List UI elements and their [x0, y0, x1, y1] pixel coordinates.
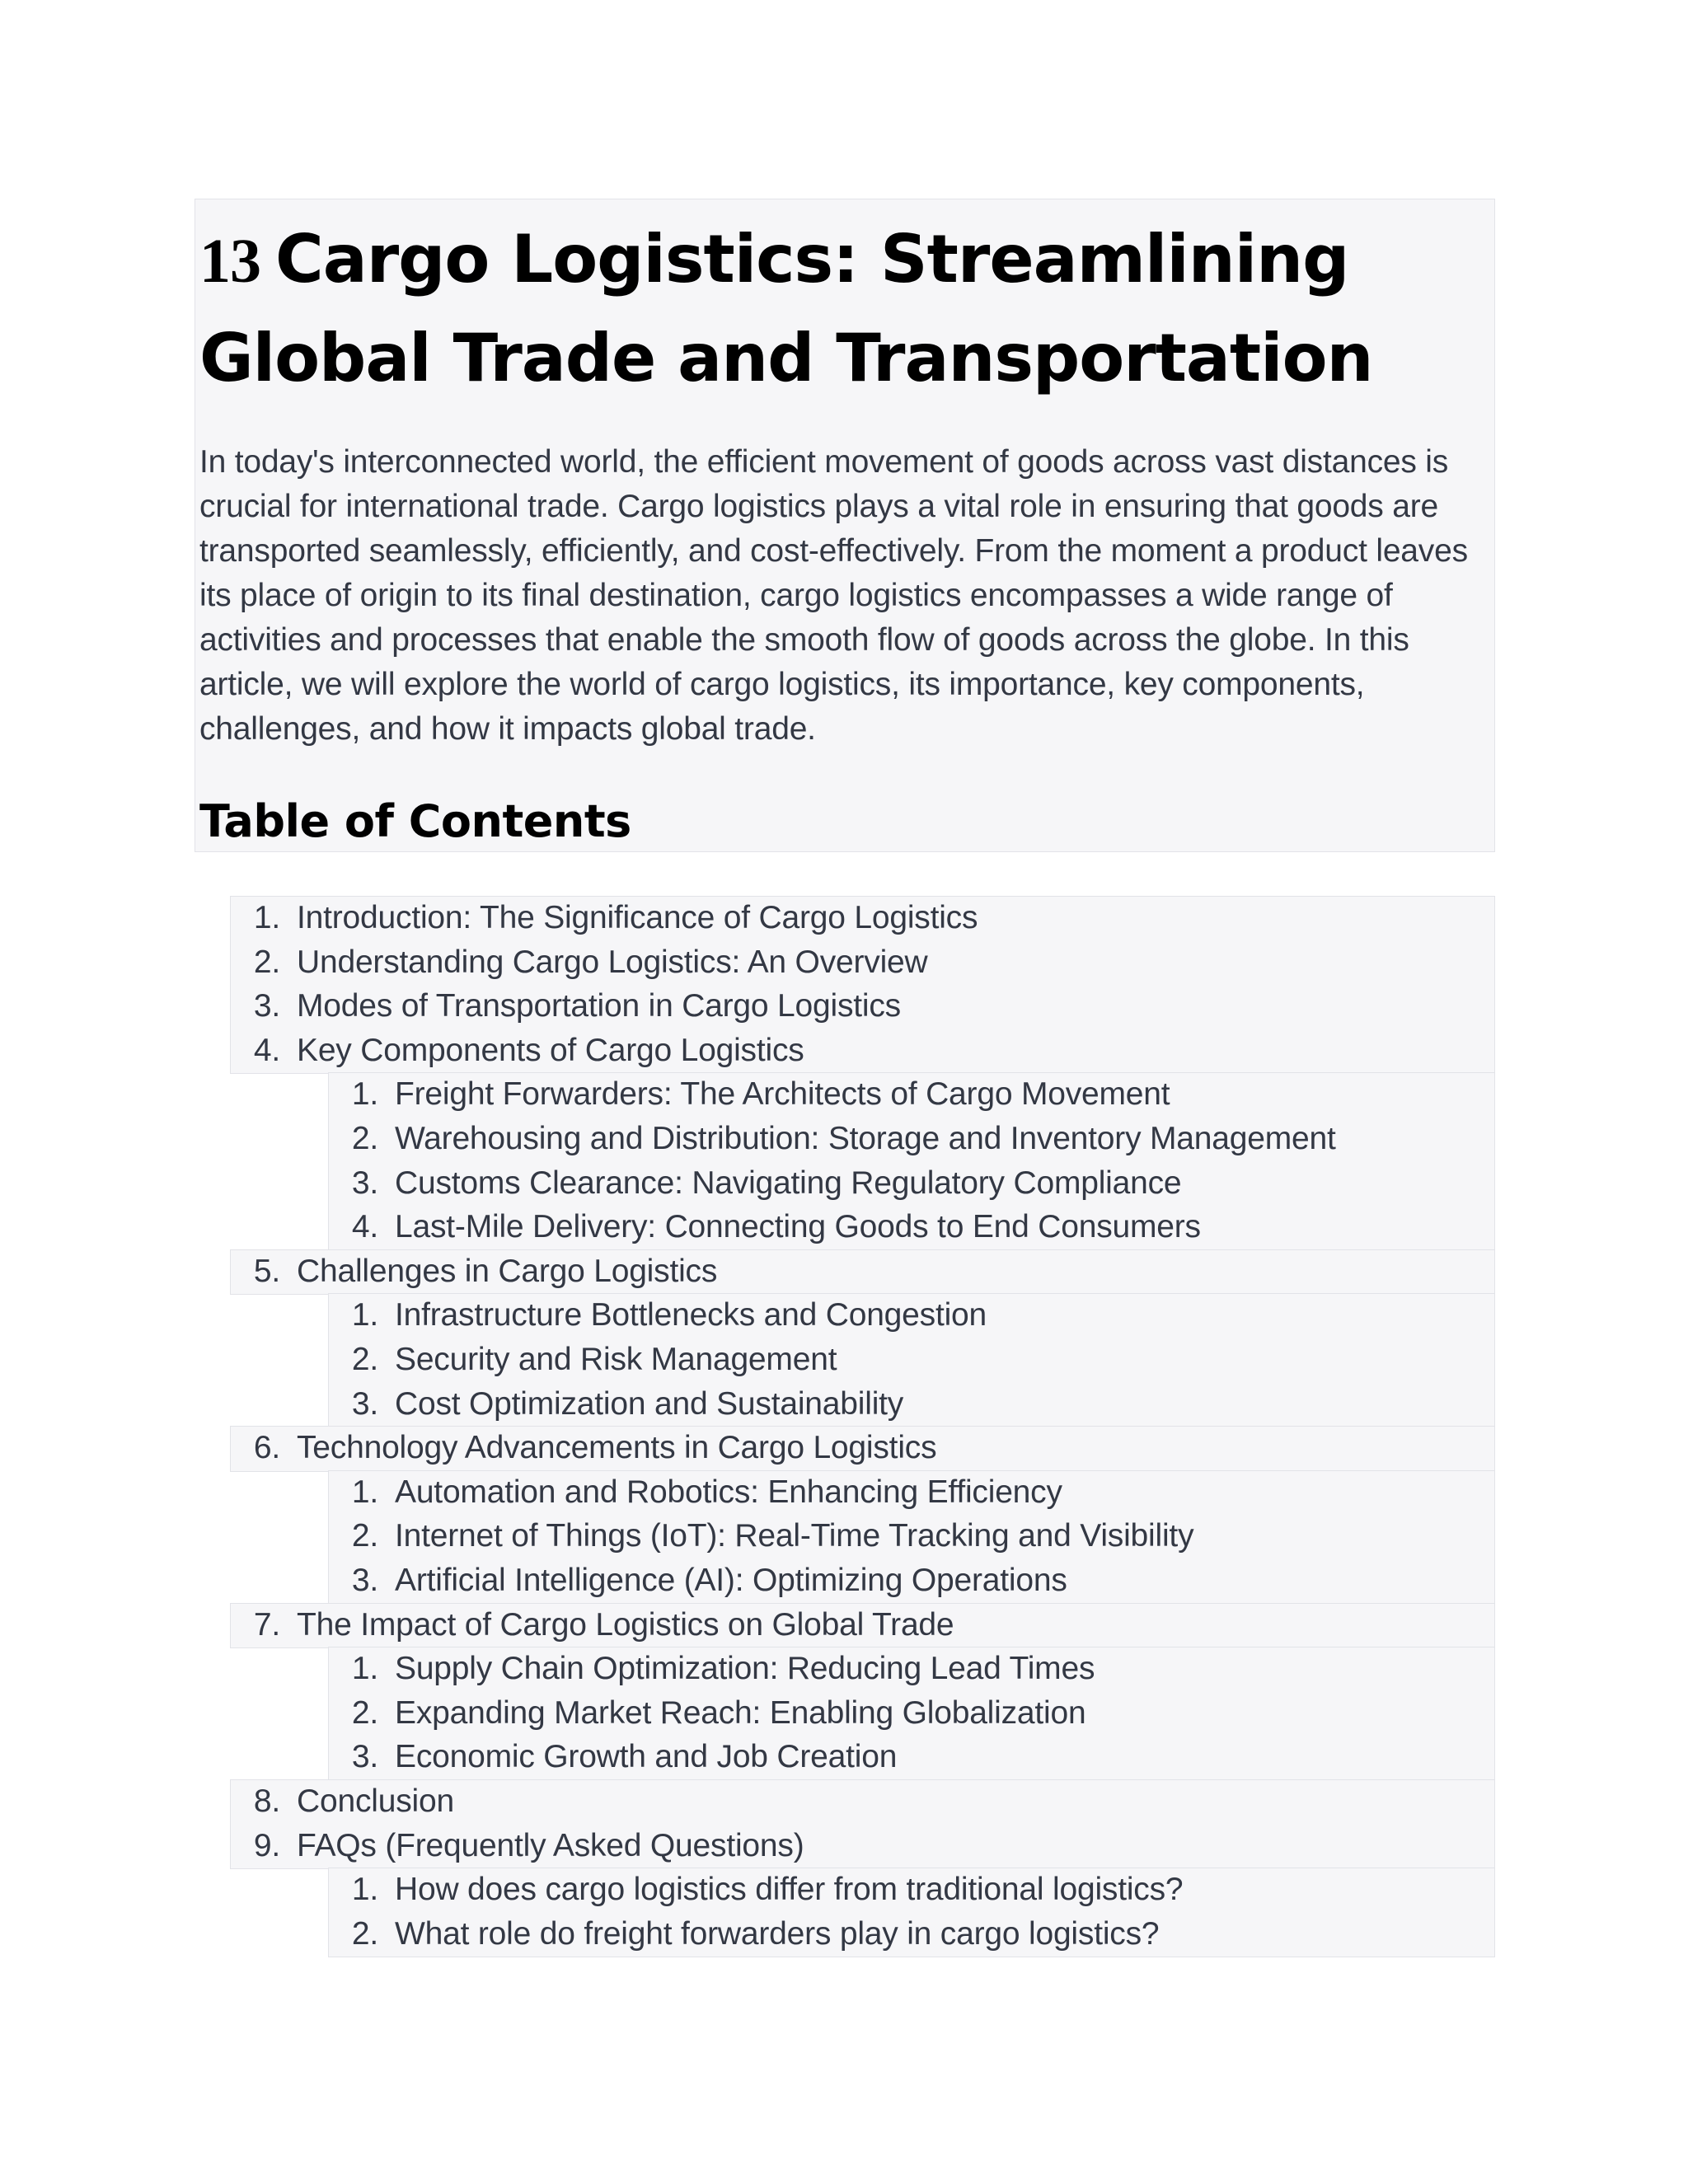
toc-item: [231, 940, 928, 985]
toc-item-number: 3.: [351, 1563, 378, 1598]
toc-item-label: What role do freight forwarders play in cargo logistics?: [395, 1915, 1160, 1952]
toc-item-label: Challenges in Cargo Logistics: [297, 1253, 718, 1289]
toc-subitem: [329, 1470, 1062, 1515]
toc-item-label: Artificial Intelligence (AI): Optimizing Operations: [395, 1563, 1067, 1598]
toc-item: [231, 984, 901, 1029]
toc-heading: Table of Contents: [199, 795, 631, 847]
toc-subitem: [329, 1558, 1067, 1603]
toc-subitem: [329, 1514, 1193, 1558]
toc-subitem: [329, 1338, 837, 1382]
toc-subitem: [329, 1912, 1159, 1957]
toc-subitem: [329, 1293, 987, 1338]
toc-subitem: [329, 1735, 897, 1779]
toc-item-label: Understanding Cargo Logistics: An Overview: [297, 944, 928, 980]
toc-item-label: Automation and Robotics: Enhancing Efficiency: [395, 1474, 1062, 1510]
toc-item: [231, 1029, 804, 1073]
toc-item-number: 1.: [253, 900, 280, 935]
toc-item: [231, 1824, 804, 1868]
toc-item-label: Infrastructure Bottlenecks and Congestion: [395, 1297, 987, 1333]
toc-item-number: 8.: [253, 1783, 280, 1819]
toc-item-label: Security and Risk Management: [395, 1342, 837, 1377]
toc-subitem: [329, 1205, 1201, 1249]
toc-item-label: FAQs (Frequently Asked Questions): [297, 1827, 804, 1863]
toc-subitem: [329, 1691, 1085, 1736]
toc-item-number: 1.: [351, 1076, 378, 1113]
toc-item-label: Economic Growth and Job Creation: [395, 1739, 898, 1775]
page-title: [199, 211, 1485, 407]
toc-item-number: 1.: [351, 1872, 378, 1908]
toc-item-label: Freight Forwarders: The Architects of Cargo Movement: [395, 1076, 1170, 1113]
toc-item: [231, 896, 978, 940]
toc-item-label: Supply Chain Optimization: Reducing Lead Times: [395, 1651, 1095, 1687]
toc-subitem: [329, 1117, 1336, 1161]
intro-paragraph: In today's interconnected world, the efficient movement of goods across vast distances is crucial for international trade. Cargo logistics plays a vital role in ensuring that goods are transported seamlessly, efficiently, and cost-effectively. From the moment a product leaves its place of origin to its final destination, cargo logistics encompasses a wide range of activities and processes that enable the smooth flow of goods across the globe. In this article, we will explore the world of cargo logistics, its importance, key components, challenges, and how it impacts global trade.: [199, 444, 1468, 747]
toc-item-label: The Impact of Cargo Logistics on Global Trade: [297, 1606, 954, 1643]
title-text: Cargo Logistics: Streamlining Global Trade and Transportation: [199, 221, 1373, 396]
toc-item-label: Last-Mile Delivery: Connecting Goods to End Consumers: [395, 1209, 1201, 1245]
toc-item-label: Internet of Things (IoT): Real-Time Tracking and Visibility: [395, 1518, 1194, 1554]
toc-subitem: [329, 1868, 1183, 1912]
toc-item-label: Key Components of Cargo Logistics: [297, 1032, 804, 1068]
toc-item-number: 1.: [351, 1297, 378, 1333]
toc-item: [231, 1779, 454, 1824]
toc-item-number: 6.: [253, 1430, 280, 1466]
toc-item-number: 3.: [351, 1165, 378, 1201]
toc-item-label: Cost Optimization and Sustainability: [395, 1385, 904, 1422]
toc-item-label: Warehousing and Distribution: Storage and Inventory Management: [395, 1121, 1336, 1156]
toc-subitem: [329, 1072, 1170, 1117]
toc-item-number: 1.: [351, 1651, 378, 1687]
toc-item-number: 2.: [351, 1518, 378, 1554]
toc-item-number: 3.: [351, 1739, 378, 1775]
toc-item-label: Conclusion: [297, 1783, 454, 1819]
toc-item-number: 9.: [253, 1827, 280, 1863]
toc-subitem: [329, 1161, 1181, 1206]
toc-item-number: 2.: [351, 1342, 378, 1377]
toc-item: [231, 1603, 954, 1647]
toc-item-number: 7.: [253, 1606, 280, 1643]
toc-item-label: Customs Clearance: Navigating Regulatory Compliance: [395, 1165, 1182, 1201]
toc-item-label: Modes of Transportation in Cargo Logistics: [297, 988, 901, 1024]
toc-item: [231, 1426, 936, 1470]
toc-item-number: 4.: [253, 1032, 280, 1068]
toc-item-number: 3.: [351, 1385, 378, 1422]
toc-subitem: [329, 1647, 1095, 1691]
toc-item-number: 4.: [351, 1209, 378, 1245]
toc-item-number: 3.: [253, 988, 280, 1024]
toc-item-label: Introduction: The Significance of Cargo Logistics: [297, 900, 978, 935]
title-number: 13: [199, 227, 260, 296]
toc-subitem: [329, 1382, 903, 1427]
toc-item-label: Expanding Market Reach: Enabling Globalization: [395, 1694, 1086, 1731]
toc-item-number: 1.: [351, 1474, 378, 1510]
toc-item: [231, 1249, 717, 1294]
toc-item-number: 2.: [351, 1121, 378, 1156]
toc-item-number: 2.: [351, 1694, 378, 1731]
toc-item-label: Technology Advancements in Cargo Logistics: [297, 1430, 937, 1466]
toc-item-number: 2.: [253, 944, 280, 980]
toc-item-number: 5.: [253, 1253, 280, 1289]
toc-item-label: How does cargo logistics differ from traditional logistics?: [395, 1872, 1184, 1908]
toc-item-number: 2.: [351, 1915, 378, 1952]
